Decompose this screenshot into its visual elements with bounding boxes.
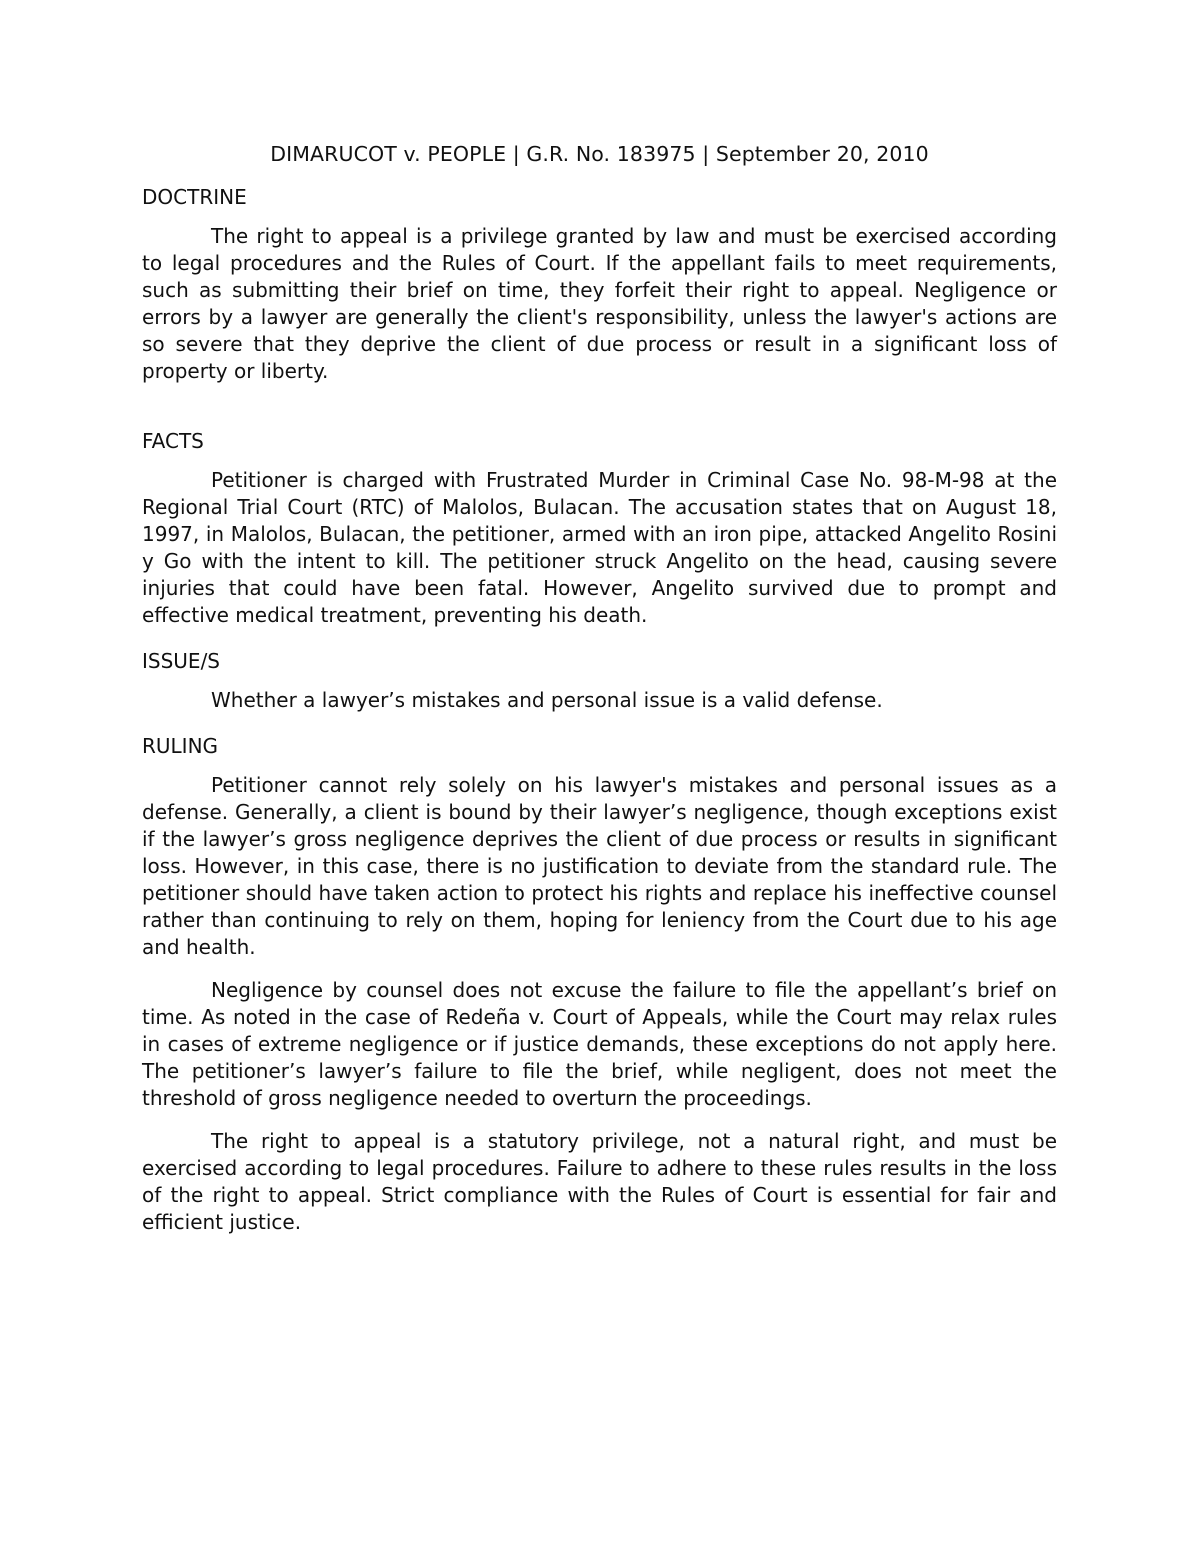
doctrine-paragraph: The right to appeal is a privilege granted by law and must be exercised according to legal procedures and the Rules of Court. If the appellant fails to meet requirements, such as submitting their brief on time, they forfeit their right to appeal. Negligence or errors by a lawyer are generally the client's responsibility, unless the lawyer's actions are so severe that they deprive the client of due process or result in a significant loss of property or liberty. (142, 224, 1057, 383)
doctrine-heading: DOCTRINE (142, 185, 247, 209)
facts-paragraph: Petitioner is charged with Frustrated Murder in Criminal Case No. 98-M-98 at the Regional Trial Court (RTC) of Malolos, Bulacan. The accusation states that on August 18, 1997, in Malolos, Bulacan, the petitioner, armed with an iron pipe, attacked Angelito Rosini y Go with the intent to kill. The petitioner struck Angelito on the head, causing severe injuries that could have been fatal. However, Angelito survived due to prompt and effective medical treatment, preventing his death. (142, 468, 1057, 627)
issues-heading: ISSUE/S (142, 649, 220, 673)
ruling-heading: RULING (142, 734, 219, 758)
ruling-paragraph-3: The right to appeal is a statutory privilege, not a natural right, and must be exercised according to legal procedures. Failure to adhere to these rules results in the loss of the right to appeal. Strict compliance with the Rules of Court is essential for fair and efficient justice. (142, 1129, 1057, 1234)
case-title: DIMARUCOT v. PEOPLE | G.R. No. 183975 | September 20, 2010 (270, 142, 929, 166)
ruling-paragraph-1: Petitioner cannot rely solely on his lawyer's mistakes and personal issues as a defense. Generally, a client is bound by their lawyer’s negligence, though exceptions exist if the lawyer’s gross negligence deprives the client of due process or results in significant loss. However, in this case, there is no justification to deviate from the standard rule. The petitioner should have taken action to protect his rights and replace his ineffective counsel rather than continuing to rely on them, hoping for leniency from the Court due to his age and health. (142, 773, 1057, 959)
issues-paragraph: Whether a lawyer’s mistakes and personal issue is a valid defense. (211, 688, 883, 712)
document-page (142, 138, 1057, 1252)
ruling-paragraph-2: Negligence by counsel does not excuse the failure to file the appellant’s brief on time. As noted in the case of Redeña v. Court of Appeals, while the Court may relax rules in cases of extreme negligence or if justice demands, these exceptions do not apply here. The petitioner’s lawyer’s failure to file the brief, while negligent, does not meet the threshold of gross negligence needed to overturn the proceedings. (142, 978, 1057, 1110)
facts-heading: FACTS (142, 429, 204, 453)
